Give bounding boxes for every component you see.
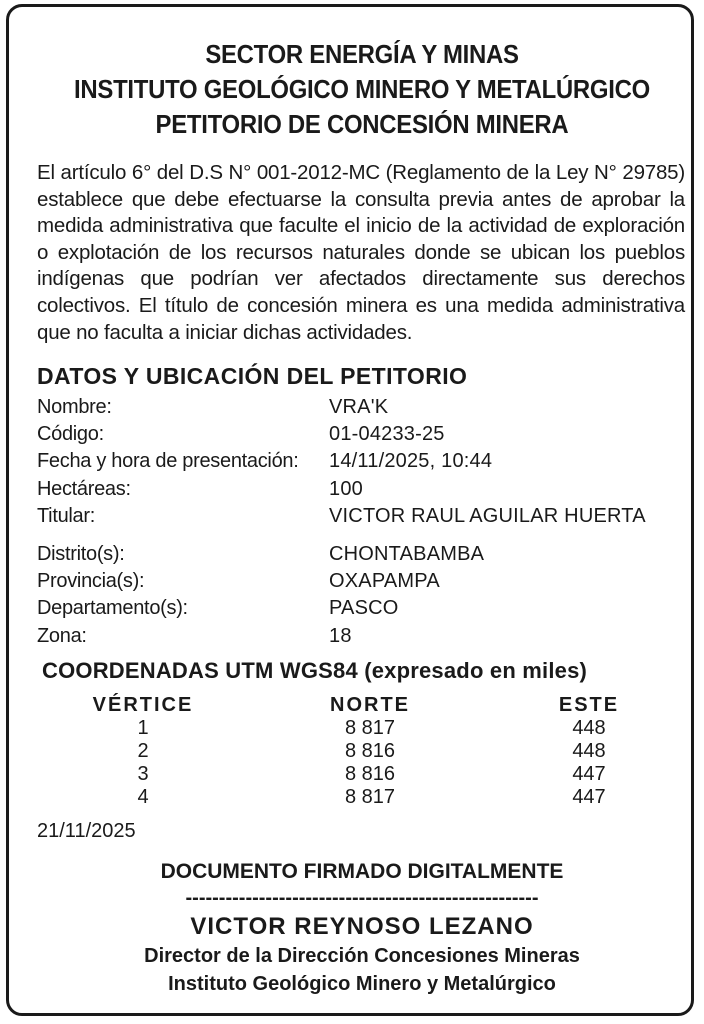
- column-header-norte: NORTE: [330, 694, 410, 716]
- column-header-vertice: VÉRTICE: [92, 694, 194, 716]
- data-row-provincia: [37, 568, 687, 595]
- utm-header-row: [37, 693, 687, 717]
- data-value: VRA'K: [329, 396, 389, 418]
- signer-institution: Instituto Geológico Minero y Metalúrgico: [168, 973, 556, 995]
- este-cell: 447: [572, 786, 606, 808]
- data-value: 18: [329, 624, 352, 647]
- data-label: Código:: [37, 423, 104, 446]
- data-row-zona: [37, 623, 687, 650]
- signature-line: -----------------------------------------------------: [185, 887, 539, 909]
- publication-date: 21/11/2025: [37, 820, 136, 842]
- table-row: [37, 717, 687, 740]
- data-label: Provincia(s):: [37, 570, 145, 593]
- data-label: Titular:: [37, 504, 95, 527]
- data-label: Zona:: [37, 624, 87, 647]
- vertice-cell: 1: [137, 717, 149, 739]
- signer-name: VICTOR REYNOSO LEZANO: [190, 913, 534, 940]
- data-row-departamento: [37, 595, 687, 622]
- data-label: Departamento(s):: [37, 597, 188, 620]
- data-value: CHONTABAMBA: [329, 543, 485, 565]
- data-value: VICTOR RAUL AGUILAR HUERTA: [329, 504, 646, 527]
- este-cell: 448: [572, 740, 606, 762]
- este-cell: 448: [572, 717, 606, 739]
- vertice-cell: 4: [137, 786, 149, 808]
- data-row-titular: [37, 503, 687, 530]
- datos-section-title: DATOS Y UBICACIÓN DEL PETITORIO: [37, 363, 468, 389]
- intro-paragraph: El artículo 6° del D.S N° 001-2012-MC (Reglamento de la Ley N° 29785) establece que debe efectuarse la consulta previa antes de aprobar la medida administrativa que faculte el inicio de la actividad de exploración o explotación de los recursos naturales donde se ubican los pueblos indígenas que podrían ver afectados directamente sus derechos colectivos. El título de concesión minera es una medida administrativa que no faculta a iniciar dichas actividades.: [37, 161, 685, 344]
- header-line-3: PETITORIO DE CONCESIÓN MINERA: [155, 109, 569, 139]
- table-row: [37, 740, 687, 763]
- data-row-hectareas: [37, 476, 687, 503]
- document-header: [37, 37, 687, 142]
- ubicacion-data-list: [37, 541, 687, 650]
- column-header-este: ESTE: [558, 694, 620, 716]
- petitorio-data-list: [37, 394, 687, 530]
- data-value: 01-04233-25: [329, 423, 445, 446]
- document-frame: [6, 4, 694, 1016]
- data-label: Hectáreas:: [37, 477, 131, 500]
- data-row-fecha: [37, 448, 687, 475]
- data-value: PASCO: [329, 597, 399, 620]
- norte-cell: 8 817: [344, 786, 396, 808]
- data-row-nombre: [37, 394, 687, 421]
- table-row: [37, 786, 687, 809]
- data-value: OXAPAMPA: [329, 570, 440, 593]
- norte-cell: 8 816: [344, 740, 396, 762]
- signer-position: Director de la Dirección Concesiones Mineras: [144, 945, 580, 967]
- data-label: Distrito(s):: [37, 543, 125, 565]
- este-cell: 447: [572, 763, 606, 785]
- data-value: 100: [329, 477, 363, 500]
- header-line-1: SECTOR ENERGÍA Y MINAS: [205, 39, 519, 69]
- data-row-distrito: [37, 541, 687, 568]
- coords-section-title: COORDENADAS UTM WGS84 (expresado en miles): [42, 658, 588, 683]
- norte-cell: 8 816: [344, 763, 396, 785]
- vertice-cell: 3: [137, 763, 149, 785]
- digital-signature-label: DOCUMENTO FIRMADO DIGITALMENTE: [160, 860, 564, 883]
- header-line-2: INSTITUTO GEOLÓGICO MINERO Y METALÚRGICO: [74, 74, 650, 104]
- vertice-cell: 2: [137, 740, 149, 762]
- utm-table: [37, 693, 687, 809]
- norte-cell: 8 817: [344, 717, 396, 739]
- data-label: Fecha y hora de presentación:: [37, 450, 299, 473]
- data-row-codigo: [37, 421, 687, 448]
- table-row: [37, 763, 687, 786]
- data-value: 14/11/2025, 10:44: [329, 450, 493, 473]
- data-label: Nombre:: [37, 396, 112, 418]
